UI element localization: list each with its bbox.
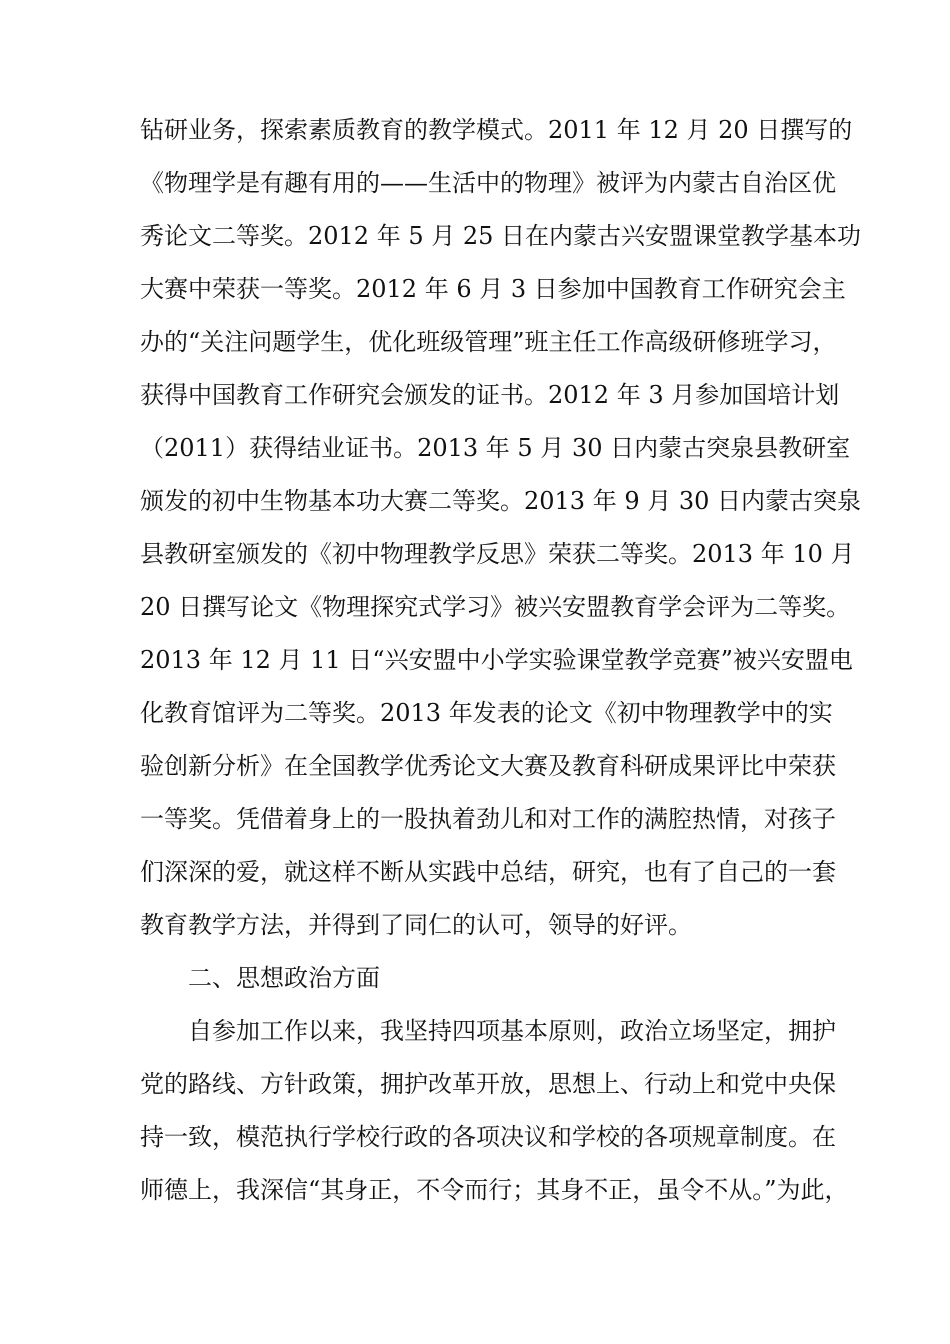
text-line: 办的“关注问题学生，优化班级管理”班主任工作高级研修班学习，	[140, 328, 837, 356]
text-line: 钻研业务，探索素质教育的教学模式。2011 年 12 月 20 日撰写的	[140, 116, 853, 144]
text-line: 县教研室颁发的《初中物理教学反思》荣获二等奖。2013 年 10 月	[140, 540, 855, 568]
text-line: 大赛中荣获一等奖。2012 年 6 月 3 日参加中国教育工作研究会主	[140, 275, 846, 303]
text-line: 师德上，我深信“其身正，不令而行；其身不正，虽令不从。”为此，	[140, 1176, 849, 1204]
text-line: 秀论文二等奖。2012 年 5 月 25 日在内蒙古兴安盟课堂教学基本功	[140, 222, 862, 250]
text-line: 化教育馆评为二等奖。2013 年发表的论文《初中物理教学中的实	[140, 699, 833, 727]
text-line: 验创新分析》在全国教学优秀论文大赛及教育科研成果评比中荣获	[140, 752, 836, 780]
text-line: 教育教学方法，并得到了同仁的认可，领导的好评。	[140, 911, 692, 939]
text-line: 们深深的爱，就这样不断从实践中总结，研究，也有了自己的一套	[140, 858, 836, 886]
text-line: 持一致，模范执行学校行政的各项决议和学校的各项规章制度。在	[140, 1123, 836, 1151]
text-line: （2011）获得结业证书。2013 年 5 月 30 日内蒙古突泉县教研室	[140, 434, 851, 462]
paragraph-1	[140, 104, 862, 952]
text-line: 《物理学是有趣有用的——生活中的物理》被评为内蒙古自治区优	[140, 169, 836, 197]
document-body	[140, 104, 862, 1217]
text-line: 颁发的初中生物基本功大赛二等奖。2013 年 9 月 30 日内蒙古突泉	[140, 487, 862, 515]
text-line: 一等奖。凭借着身上的一股执着劲儿和对工作的满腔热情，对孩子	[140, 805, 836, 833]
text-line: 自参加工作以来，我坚持四项基本原则，政治立场坚定，拥护	[188, 1017, 836, 1045]
text-line: 20 日撰写论文《物理探究式学习》被兴安盟教育学会评为二等奖。	[140, 593, 851, 621]
section-heading: 二、思想政治方面	[188, 964, 380, 992]
text-line: 2013 年 12 月 11 日“兴安盟中小学实验课堂教学竞赛”被兴安盟电	[140, 646, 853, 674]
text-line: 党的路线、方针政策，拥护改革开放，思想上、行动上和党中央保	[140, 1070, 836, 1098]
paragraph-2	[140, 1005, 849, 1217]
text-line: 获得中国教育工作研究会颁发的证书。2012 年 3 月参加国培计划	[140, 381, 840, 409]
